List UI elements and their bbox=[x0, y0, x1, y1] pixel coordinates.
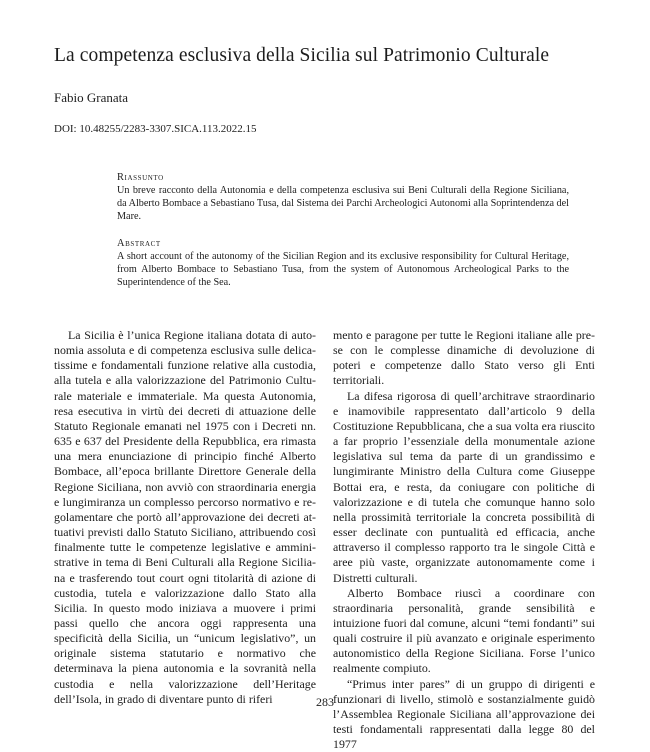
body-paragraph: Alberto Bombace riuscì a coordinare con straordinaria personalità, grande sensibilità e intuizione fuori dal comune, alcuni “temi fondanti” sui quali costruire il più avanzato e originale esperimento autonomistico della Regione Siciliana. Forse l’unico realmente compiuto. bbox=[333, 585, 595, 676]
abstract-label: Abstract bbox=[117, 238, 161, 249]
riassunto-text: Un breve racconto della Autonomia e della competenza esclusiva sui Beni Culturali della Regione Siciliana, da Alberto Bombace a Sebastiano Tusa, dal Sistema dei Parchi Archeologici Autonomi alla Soprintendenza del Mare. bbox=[117, 185, 569, 222]
body-paragraph: mento e paragone per tutte le Regioni italiane alle prese con le complesse dinamiche di devoluzione di poteri e competenze dallo Stato verso gli Enti territoriali. bbox=[333, 328, 595, 388]
riassunto-block bbox=[117, 171, 569, 223]
article-doi: DOI: 10.48255/2283-3307.SICA.113.2022.15 bbox=[54, 123, 257, 135]
abstract-block bbox=[117, 237, 569, 289]
article-author: Fabio Granata bbox=[54, 90, 129, 105]
body-column-left bbox=[54, 328, 316, 707]
riassunto-label: Riassunto bbox=[117, 172, 164, 183]
body-paragraph: La Sicilia è l’unica Regione italiana dotata di autonomia assoluta e di competenza esclusiva sulle delicatissime e fondamentali funzione relative alla custodia, alla tutela e alla valorizzazione del Patrimonio Culturale materiale e immateriale. Ma questa Autonomia, resa esecutiva in virtù dei decreti di attuazione delle Statuto Regionale emanati nel 1975 con i Decreti nn. 635 e 637 del Presidente della Repubblica, era rimasta una mera enunciazione di principio finché Alberto Bombace, all’epoca brillante Direttore Generale della Regione Siciliana, non avviò con straordinaria energia e lungimiranza un complesso percorso normativo e regolamentare che portò all’approvazione dei decreti attuativi previsti dallo Statuto Siciliano, attribuendo così finalmente tutte le competenze legislative e amministrative in tema di Beni Culturali alla Regione Siciliana e trasferendo tout court ogni titolarità di azione di custodia, tutela e valorizzazione dallo Stato alla Sicilia. In questo modo iniziava a muovere i primi passi quello che ancora oggi rappresenta una specificità della Sicilia, un “unicum legislativo”, un originale sistema statutario e normativo che determinava la piena autonomia e la sovranità nella custodia e nella valorizzazione dell’Heritage dell’Isola, in grado di diventare punto di riferi bbox=[54, 328, 316, 706]
article-title: La competenza esclusiva della Sicilia sul Patrimonio Culturale bbox=[54, 45, 550, 66]
body-paragraph: “Primus inter pares” di un gruppo di dirigenti e funzionari di livello, stimolò e sostanzialmente guidò l’Assemblea Regionale Siciliana all’approvazione dei testi fondamentali rappresentati dalla legge 80 del 1977 bbox=[333, 676, 595, 752]
page-number: 283 bbox=[316, 695, 334, 709]
abstract-text: A short account of the autonomy of the Sicilian Region and its exclusive responsibility for Cultural Heritage, from Alberto Bombace to Sebastiano Tusa, from the system of Autonomous Archeological Parks to the Superintendence of the Sea. bbox=[117, 251, 569, 288]
body-paragraph: La difesa rigorosa di quell’architrave straordinario e inamovibile rappresentato dall’articolo 9 della Costituzione Repubblicana, che a sua volta era riuscito a far proprio l’essenziale della monumentale azione legislativa sul tema da parte di un grandissimo e lungimirante Ministro della Cultura come Giuseppe Bottai era, e resta, da coniugare con politiche di valorizzazione e di tutela che comunque hanno solo nella prossimità territoriale la concreta possibilità di esser declinate con puntualità ed efficacia, anche attraverso il complesso rapporto tra le singole Città e aree più vaste, organizzate autonomamente come i Distretti culturali. bbox=[333, 388, 595, 585]
body-column-right bbox=[333, 328, 595, 752]
